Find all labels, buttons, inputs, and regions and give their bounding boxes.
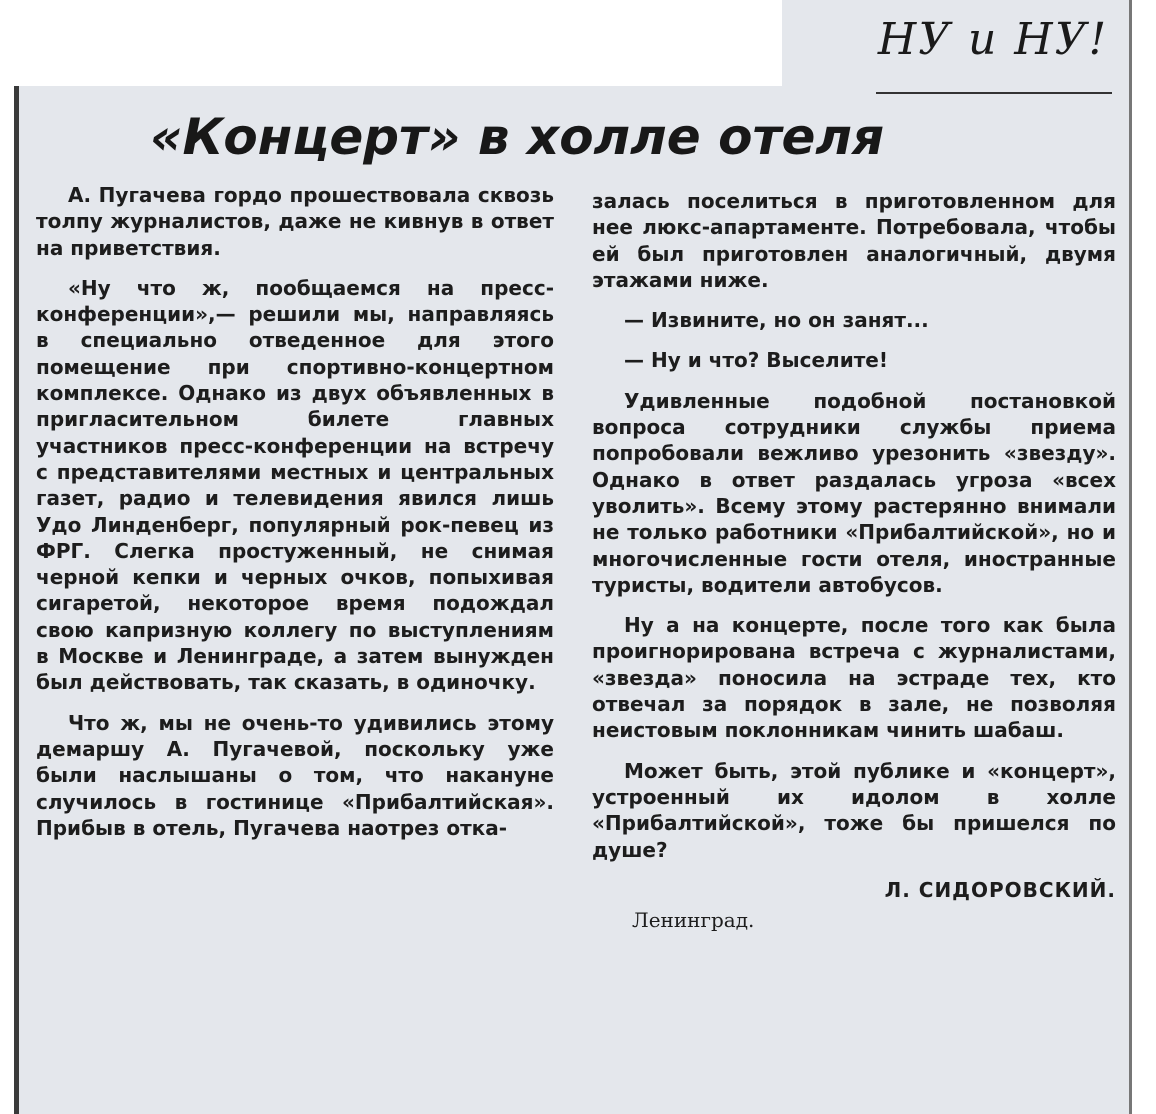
rubric-title: НУ и НУ!	[877, 14, 1109, 65]
dialogue-line: — Извините, но он занят...	[624, 308, 929, 333]
article-left-column	[36, 182, 554, 855]
paragraph: Что ж, мы не очень-то удивились этому демаршу А. Пугачевой, поскольку уже были наслышаны о том, что накануне случилось в гостинице «Прибалтийская». Прибыв в отель, Пугачева наотрез отка-	[36, 710, 554, 840]
paragraph: А. Пугачева гордо прошествовала сквозь толпу журналистов, даже не кивнув в ответ на приветствия.	[36, 183, 554, 260]
dateline: Ленинград.	[632, 908, 755, 933]
paragraph: Удивленные подобной постановкой вопроса сотрудники службы приема попробовали вежливо урезонить «звезду». Однако в ответ раздалась угроза «всех уволить». Всему этому растерянно внимали не только работники «Прибалтийской», но и многочисленные гости отеля, иностранные туристы, водители автобусов.	[592, 388, 1116, 597]
paragraph: Может быть, этой публике и «концерт», устроенный их идолом в холле «Прибалтийской», тоже бы пришелся по душе?	[592, 758, 1116, 862]
paragraph: «Ну что ж, пообщаемся на пресс-конференции»,— решили мы, направляясь в специально отведенное для этого помещение при спортивно-концертном комплексе. Однако из двух объявленных в пригласительном билете главных участников пресс-конференции на встречу с представителями местных и центральных газет, радио и телевидения явился лишь Удо Линденберг, популярный рок-певец из ФРГ. Слегка простуженный, не снимая черной кепки и черных очков, попыхивая сигаретой, некоторое время подождал свою капризную коллегу по выступлениям в Москве и Ленинграде, а затем вынужден был действовать, так сказать, в одиночку.	[36, 275, 554, 695]
rubric-underline	[876, 92, 1112, 94]
article-right-column	[592, 188, 1116, 933]
paragraph: Ну а на концерте, после того как была проигнорирована встреча с журналистами, «звезда» поносила на эстраде тех, кто отвечал за порядок в зале, не позволяя неистовым поклонникам чинить шабаш.	[592, 613, 1116, 743]
author-signature: Л. СИДОРОВСКИЙ.	[884, 877, 1116, 902]
paragraph: залась поселиться в приготовленном для нее люкс-апартаменте. Потребовала, чтобы ей был приготовлен аналогичный, двумя этажами ниже.	[592, 189, 1116, 292]
dialogue-line: — Ну и что? Выселите!	[624, 348, 888, 373]
article-headline: «Концерт» в холле отеля	[150, 108, 885, 166]
